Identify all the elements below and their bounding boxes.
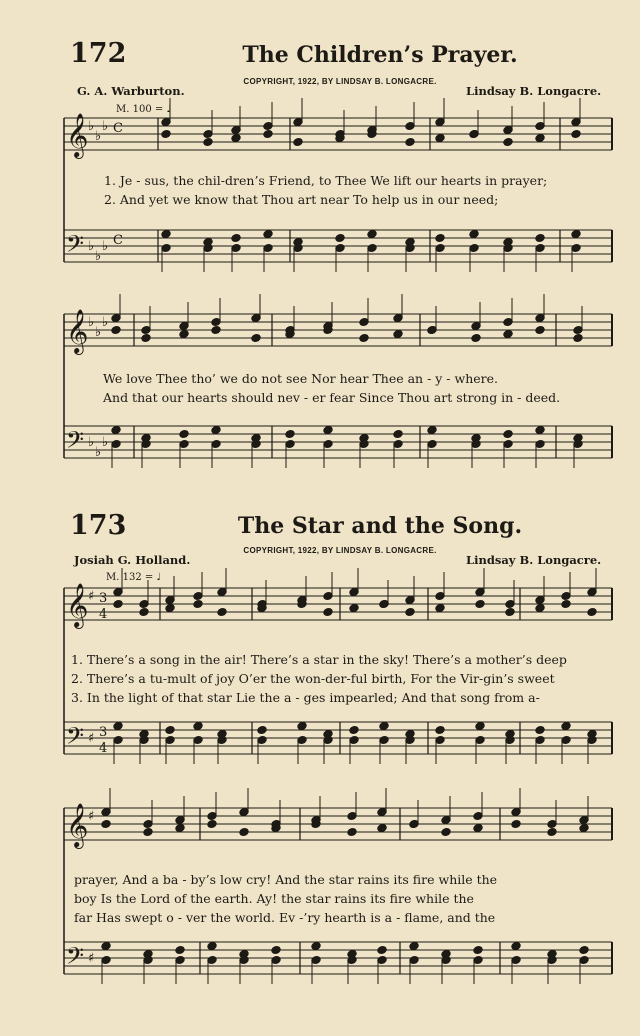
note-head	[435, 726, 445, 735]
tempo-marking: M. 132 = ♩	[106, 572, 162, 583]
note-head	[441, 828, 451, 837]
key-signature-icon: ♭	[102, 315, 109, 330]
note-head	[311, 942, 321, 951]
key-signature-icon: ♯	[88, 589, 95, 604]
note-head	[379, 722, 389, 731]
note-head	[473, 824, 483, 833]
note-head	[535, 604, 545, 613]
words-credit: Josiah G. Holland.	[74, 553, 191, 567]
lyric-line-verse-1: 1. Je - sus, the chil-dren’s Friend, to Thee We lift our hearts in prayer;	[104, 173, 548, 188]
note-head	[547, 828, 557, 837]
note-head	[285, 430, 295, 439]
time-signature: C	[113, 233, 123, 248]
note-head	[111, 326, 121, 335]
note-head	[359, 334, 369, 343]
note-head	[535, 426, 545, 435]
note-head	[113, 722, 123, 731]
key-signature-icon: ♯	[88, 809, 95, 824]
note-head	[175, 946, 185, 955]
key-signature-icon: ♭	[95, 129, 102, 144]
key-signature-icon: ♭	[102, 435, 109, 450]
note-head	[471, 334, 481, 343]
lyric-line-verse-1: We love Thee tho’ we do not see Nor hear Thee an - y - where.	[103, 371, 499, 386]
copyright-notice: COPYRIGHT, 1922, BY LINDSAY B. LONGACRE.	[243, 546, 437, 555]
note-head	[393, 330, 403, 339]
note-head	[231, 234, 241, 243]
lyric-line-verse-2: 2. There’s a tu-mult of joy O’er the won-der-ful birth, For the Vir-gin’s sweet	[71, 671, 555, 686]
music-credit: Lindsay B. Longacre.	[466, 84, 602, 98]
note-head	[193, 722, 203, 731]
note-head	[561, 600, 571, 609]
note-head	[141, 334, 151, 343]
note-head	[207, 942, 217, 951]
note-head	[475, 722, 485, 731]
note-head	[579, 946, 589, 955]
note-head	[347, 828, 357, 837]
treble-clef-icon: 𝄞	[66, 113, 89, 157]
bass-clef-icon: 𝄢	[66, 722, 85, 755]
note-head	[211, 426, 221, 435]
tempo-marking: M. 100 = ♩	[116, 104, 172, 115]
note-head	[161, 230, 171, 239]
note-head	[193, 600, 203, 609]
note-head	[503, 330, 513, 339]
note-head	[587, 608, 597, 617]
note-head	[297, 722, 307, 731]
note-head	[161, 130, 171, 139]
hymn-number: 173	[70, 510, 127, 541]
note-head	[251, 334, 261, 343]
lyric-line-verse-3: 3. In the light of that star Lie the a - ges impearled; And that song from a-	[71, 690, 540, 705]
copyright-notice: COPYRIGHT, 1922, BY LINDSAY B. LONGACRE.	[243, 77, 437, 86]
note-head	[217, 608, 227, 617]
bass-clef-icon: 𝄢	[66, 942, 85, 975]
key-signature-icon: ♭	[102, 119, 109, 134]
key-signature-icon: ♭	[88, 119, 95, 134]
hymn-number: 172	[70, 38, 127, 69]
note-head	[349, 726, 359, 735]
time-signature: 3	[99, 591, 108, 606]
note-head	[263, 130, 273, 139]
key-signature-icon: ♭	[88, 315, 95, 330]
note-head	[469, 230, 479, 239]
words-credit: G. A. Warburton.	[77, 84, 185, 98]
key-signature-icon: ♭	[88, 435, 95, 450]
note-head	[293, 138, 303, 147]
bass-clef-icon: 𝄢	[66, 426, 85, 459]
lyric-line-verse-2: 2. And yet we know that Thou art near To help us in our need;	[104, 192, 499, 207]
note-head	[535, 326, 545, 335]
note-head	[367, 230, 377, 239]
note-head	[113, 600, 123, 609]
note-head	[257, 726, 267, 735]
note-head	[165, 726, 175, 735]
note-head	[505, 608, 515, 617]
hymn-title: The Star and the Song.	[237, 513, 523, 539]
note-head	[435, 234, 445, 243]
note-head	[271, 946, 281, 955]
note-head	[409, 942, 419, 951]
note-head	[101, 942, 111, 951]
lyric-line-verse-2: boy Is the Lord of the earth. Ay! the star rains its fire while the	[74, 891, 474, 906]
note-head	[511, 820, 521, 829]
note-head	[111, 426, 121, 435]
note-head	[179, 430, 189, 439]
note-head	[377, 824, 387, 833]
note-head	[503, 138, 513, 147]
note-head	[405, 608, 415, 617]
note-head	[535, 234, 545, 243]
note-head	[571, 130, 581, 139]
lyric-line-verse-1: 1. There’s a song in the air! There’s a star in the sky! There’s a mother’s deep	[71, 652, 567, 667]
treble-clef-icon: 𝄞	[66, 309, 89, 353]
key-signature-icon: ♭	[88, 239, 95, 254]
note-head	[571, 230, 581, 239]
note-head	[573, 334, 583, 343]
note-head	[203, 138, 213, 147]
note-head	[207, 820, 217, 829]
time-signature: 3	[99, 725, 108, 740]
note-head	[393, 430, 403, 439]
note-head	[101, 820, 111, 829]
key-signature-icon: ♯	[88, 731, 95, 746]
key-signature-icon: ♭	[102, 239, 109, 254]
note-head	[263, 230, 273, 239]
note-head	[561, 722, 571, 731]
note-head	[405, 138, 415, 147]
key-signature-icon: ♭	[95, 445, 102, 460]
note-head	[435, 134, 445, 143]
note-head	[473, 946, 483, 955]
note-head	[211, 326, 221, 335]
note-head	[435, 604, 445, 613]
note-head	[139, 608, 149, 617]
lyric-line-verse-2: And that our hearts should nev - er fear Since Thou art strong in - deed.	[103, 390, 561, 405]
note-head	[143, 828, 153, 837]
note-head	[427, 426, 437, 435]
note-head	[535, 726, 545, 735]
note-head	[475, 600, 485, 609]
hymn-title: The Children’s Prayer.	[242, 42, 518, 68]
treble-clef-icon: 𝄞	[66, 803, 89, 847]
music-credit: Lindsay B. Longacre.	[466, 553, 602, 567]
note-head	[239, 828, 249, 837]
note-head	[323, 608, 333, 617]
note-head	[175, 824, 185, 833]
time-signature: 4	[99, 741, 108, 756]
note-head	[511, 942, 521, 951]
key-signature-icon: ♯	[88, 951, 95, 966]
note-head	[377, 946, 387, 955]
key-signature-icon: ♭	[95, 325, 102, 340]
lyric-line-verse-3: far Has swept o - ver the world. Ev -’ry hearth is a - flame, and the	[74, 910, 496, 925]
key-signature-icon: ♭	[95, 249, 102, 264]
note-head	[335, 234, 345, 243]
note-head	[165, 604, 175, 613]
note-head	[503, 430, 513, 439]
note-head	[231, 134, 241, 143]
note-head	[579, 824, 589, 833]
note-head	[179, 330, 189, 339]
lyric-line-verse-1: prayer, And a ba - by’s low cry! And the star rains its fire while the	[74, 872, 498, 887]
treble-clef-icon: 𝄞	[66, 583, 89, 627]
note-head	[535, 134, 545, 143]
time-signature: 4	[99, 607, 108, 622]
time-signature: C	[113, 121, 123, 136]
bass-clef-icon: 𝄢	[66, 230, 85, 263]
note-head	[323, 426, 333, 435]
note-head	[349, 604, 359, 613]
